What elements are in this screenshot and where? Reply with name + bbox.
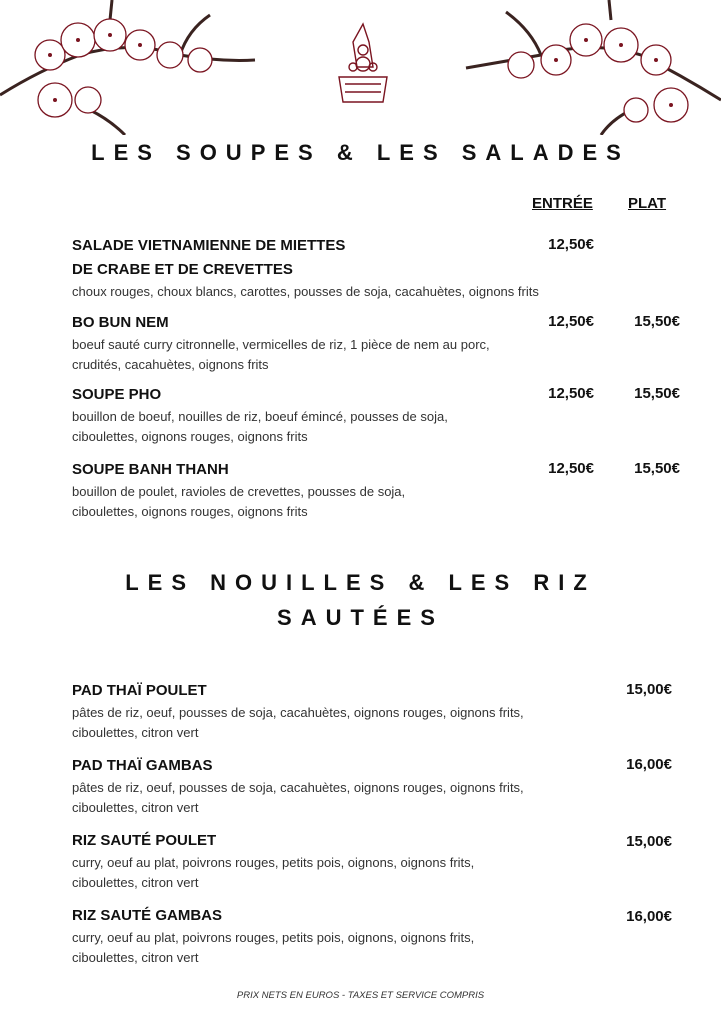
item-description-line2: ciboulettes, oignons rouges, oignons frits: [72, 503, 308, 519]
item-description: pâtes de riz, oeuf, pousses de soja, cacahuètes, oignons rouges, oignons frits,: [72, 705, 524, 720]
menu-item: [72, 458, 692, 521]
price-entree: 12,50€: [548, 385, 594, 402]
item-name: SOUPE PHO: [72, 386, 162, 403]
price: 15,00€: [626, 681, 672, 698]
menu-item: [72, 904, 692, 967]
item-name: PAD THAÏ GAMBAS: [72, 757, 213, 774]
item-description: bouillon de boeuf, nouilles de riz, boeuf émincé, pousses de soja,: [72, 409, 448, 424]
item-description-line2: ciboulettes, citron vert: [72, 949, 199, 965]
item-name: SALADE VIETNAMIENNE DE MIETTES: [72, 237, 346, 254]
item-description-line2: ciboulettes, citron vert: [72, 799, 199, 815]
price: 16,00€: [626, 908, 672, 925]
cherry-blossom-left-decoration: [0, 0, 260, 135]
item-name: RIZ SAUTÉ GAMBAS: [72, 907, 222, 924]
item-name: BO BUN NEM: [72, 314, 169, 331]
menu-item: [72, 679, 692, 742]
item-description: boeuf sauté curry citronnelle, vermicelles de riz, 1 pièce de nem au porc,: [72, 337, 490, 352]
price-plat: 15,50€: [634, 313, 680, 330]
menu-item: [72, 829, 692, 892]
item-name: RIZ SAUTÉ POULET: [72, 832, 217, 849]
item-description-line2: ciboulettes, oignons rouges, oignons frits: [72, 428, 308, 444]
price-plat: 15,50€: [634, 385, 680, 402]
footer-note: PRIX NETS EN EUROS - TAXES ET SERVICE COMPRIS: [236, 990, 485, 1001]
item-description: bouillon de poulet, ravioles de crevettes, pousses de soja,: [72, 484, 406, 499]
price: 16,00€: [626, 756, 672, 773]
item-description-line2: ciboulettes, citron vert: [72, 724, 199, 740]
menu-item: [72, 754, 692, 817]
menu-item: [72, 383, 692, 446]
section-title-nouilles-riz: LES NOUILLES & LES RIZ: [125, 570, 596, 595]
item-description-line2: crudités, cacahuètes, oignons frits: [72, 356, 269, 372]
menu-item: [72, 311, 692, 374]
price: 15,00€: [626, 833, 672, 850]
item-description: pâtes de riz, oeuf, pousses de soja, cacahuètes, oignons rouges, oignons frits,: [72, 780, 524, 795]
price-entree: 12,50€: [548, 313, 594, 330]
item-name: SOUPE BANH THANH: [72, 461, 229, 478]
cherry-blossom-right-decoration: [461, 0, 721, 135]
item-name: PAD THAÏ POULET: [72, 682, 207, 699]
column-header-plat: PLAT: [628, 195, 667, 212]
item-description: choux rouges, choux blancs, carottes, pousses de soja, cacahuètes, oignons frits: [72, 284, 539, 299]
item-description: curry, oeuf au plat, poivrons rouges, petits pois, oignons, oignons frits,: [72, 930, 475, 945]
item-description-line2: ciboulettes, citron vert: [72, 874, 199, 890]
column-header-entree: ENTRÉE: [532, 195, 593, 212]
throne-emblem-icon: [333, 22, 393, 104]
item-description: curry, oeuf au plat, poivrons rouges, petits pois, oignons, oignons frits,: [72, 855, 475, 870]
price-entree: 12,50€: [548, 460, 594, 477]
section-title-soupes-salades: LES SOUPES & LES SALADES: [91, 140, 630, 165]
section-title-nouilles-riz-line2: SAUTÉES: [277, 605, 444, 630]
item-name-line2: DE CRABE ET DE CREVETTES: [72, 261, 293, 278]
price-plat: 15,50€: [634, 460, 680, 477]
menu-item: [72, 234, 692, 302]
price-entree: 12,50€: [548, 236, 594, 253]
